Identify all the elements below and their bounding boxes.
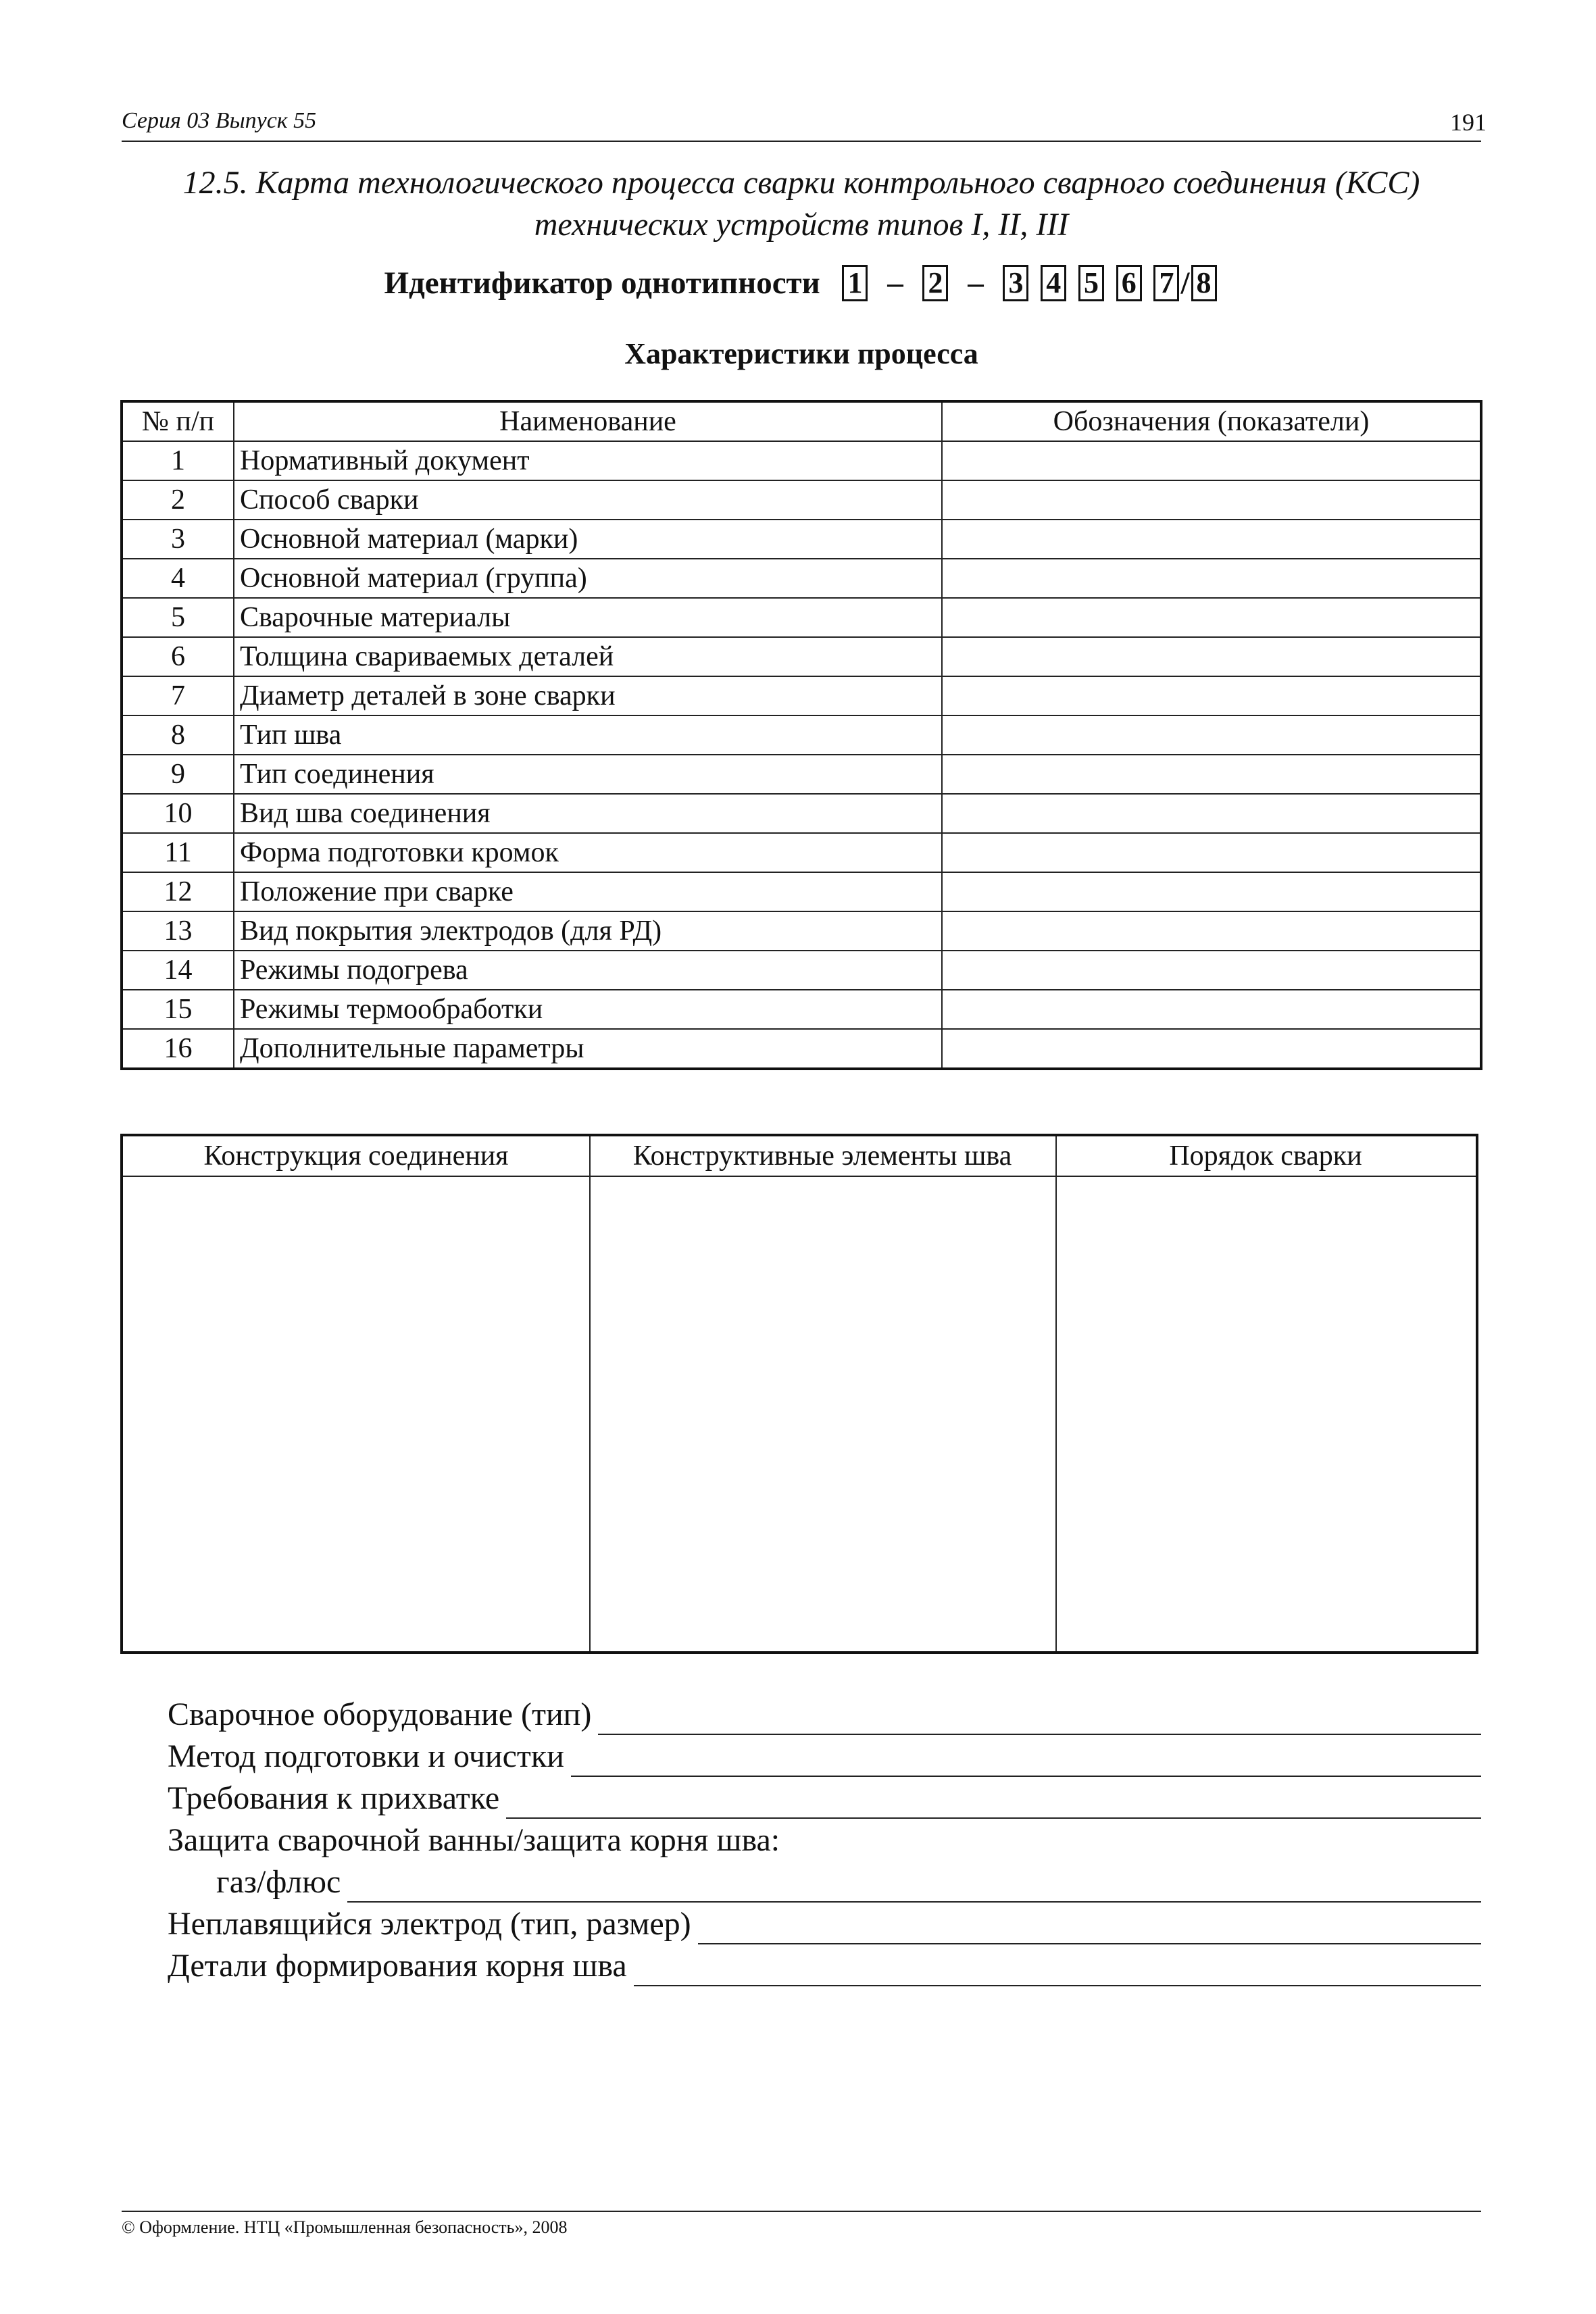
row-value-cell[interactable]: [942, 755, 1481, 794]
row-value-cell[interactable]: [942, 1029, 1481, 1069]
tack-requirements-label: Требования к прихватке: [168, 1780, 500, 1816]
row-number: 3: [122, 520, 234, 559]
row-value-cell[interactable]: [942, 794, 1481, 833]
prep-method-label: Метод подготовки и очистки: [168, 1738, 564, 1774]
prep-method-field: [168, 1736, 1481, 1777]
column-header-name: Наименование: [234, 401, 942, 441]
row-value-cell[interactable]: [942, 480, 1481, 520]
tack-requirements-field: [168, 1778, 1481, 1819]
table-row: [122, 794, 1481, 833]
process-section-title: Характеристики процесса: [624, 337, 978, 370]
row-value-cell[interactable]: [942, 520, 1481, 559]
footer-copyright: © Оформление. НТЦ «Промышленная безопасность», 2008: [122, 2217, 568, 2237]
row-name: Вид покрытия электродов (для РД): [234, 911, 942, 951]
column-header-values: Обозначения (показатели): [942, 401, 1481, 441]
row-value-cell[interactable]: [942, 872, 1481, 911]
row-value-cell[interactable]: [942, 676, 1481, 715]
row-name: Вид шва соединения: [234, 794, 942, 833]
electrode-field: [168, 1904, 1481, 1944]
row-number: 8: [122, 715, 234, 755]
identifier-dash: –: [887, 266, 903, 301]
table-row: [122, 990, 1481, 1029]
weld-elements-cell[interactable]: [591, 1177, 1054, 1650]
row-name: Диаметр деталей в зоне сварки: [234, 676, 942, 715]
row-name: Режимы термообработки: [234, 990, 942, 1029]
row-name: Дополнительные параметры: [234, 1029, 942, 1069]
row-value-cell[interactable]: [942, 951, 1481, 990]
row-number: 16: [122, 1029, 234, 1069]
column-header-number: № п/п: [122, 401, 234, 441]
table-row: [122, 715, 1481, 755]
construction-table: [120, 1134, 1478, 1654]
root-details-field: [168, 1946, 1481, 1986]
footer-divider: [122, 2211, 1481, 2212]
process-characteristics-table: [120, 400, 1482, 1070]
gas-flux-input-line[interactable]: [347, 1871, 1481, 1903]
identifier-box-4: 4: [1041, 265, 1066, 301]
gas-flux-label: газ/флюс: [216, 1864, 341, 1900]
identifier-box-8: 8: [1191, 265, 1217, 301]
row-number: 15: [122, 990, 234, 1029]
protection-label: Защита сварочной ванны/защита корня шва:: [168, 1822, 780, 1858]
table-row: [122, 480, 1481, 520]
row-value-cell[interactable]: [942, 598, 1481, 637]
row-value-cell[interactable]: [942, 559, 1481, 598]
protection-field: [168, 1820, 1481, 1861]
page-number: 191: [1450, 109, 1487, 136]
equipment-input-line[interactable]: [598, 1704, 1481, 1735]
identifier-box-6: 6: [1116, 265, 1142, 301]
identifier-row: [122, 262, 1481, 301]
root-details-input-line[interactable]: [634, 1955, 1481, 1986]
table-row: [122, 520, 1481, 559]
row-number: 11: [122, 833, 234, 872]
gas-flux-field: [216, 1862, 1481, 1903]
row-name: Толщина свариваемых деталей: [234, 637, 942, 676]
row-name: Тип соединения: [234, 755, 942, 794]
equipment-field: [168, 1694, 1481, 1735]
electrode-input-line[interactable]: [698, 1913, 1481, 1944]
identifier-box-2: 2: [922, 265, 948, 301]
row-name: Форма подготовки кромок: [234, 833, 942, 872]
row-value-cell[interactable]: [942, 715, 1481, 755]
document-title-line1: 12.5. Карта технологического процесса сварки контрольного сварного соединения (КСС): [182, 165, 1420, 201]
table-row: [122, 598, 1481, 637]
row-value-cell[interactable]: [942, 990, 1481, 1029]
table-row: [122, 833, 1481, 872]
table-row: [122, 637, 1481, 676]
welding-order-cell[interactable]: [1057, 1177, 1476, 1650]
row-value-cell[interactable]: [942, 441, 1481, 480]
row-name: Тип шва: [234, 715, 942, 755]
table-row: [122, 911, 1481, 951]
row-name: Сварочные материалы: [234, 598, 942, 637]
row-name: Режимы подогрева: [234, 951, 942, 990]
identifier-box-1: 1: [842, 265, 868, 301]
table-row: [122, 441, 1481, 480]
header-divider: [122, 141, 1481, 142]
row-name: Положение при сварке: [234, 872, 942, 911]
electrode-label: Неплавящийся электрод (тип, размер): [168, 1906, 691, 1942]
table-row: [122, 951, 1481, 990]
equipment-label: Сварочное оборудование (тип): [168, 1696, 592, 1732]
row-number: 10: [122, 794, 234, 833]
row-number: 2: [122, 480, 234, 520]
series-label: Серия 03 Выпуск 55: [122, 108, 317, 133]
row-number: 13: [122, 911, 234, 951]
document-title-line2: технических устройств типов I, II, III: [534, 207, 1069, 243]
table-row: [122, 1029, 1481, 1069]
identifier-dash: –: [968, 266, 984, 301]
root-details-label: Детали формирования корня шва: [168, 1948, 627, 1984]
row-name: Способ сварки: [234, 480, 942, 520]
table-header-row: [122, 401, 1481, 441]
construction-cell[interactable]: [123, 1177, 589, 1650]
tack-requirements-input-line[interactable]: [506, 1788, 1481, 1819]
identifier-box-5: 5: [1078, 265, 1104, 301]
row-number: 12: [122, 872, 234, 911]
row-number: 4: [122, 559, 234, 598]
prep-method-input-line[interactable]: [571, 1746, 1481, 1777]
row-value-cell[interactable]: [942, 833, 1481, 872]
table-row: [122, 676, 1481, 715]
row-number: 7: [122, 676, 234, 715]
table-row: [122, 872, 1481, 911]
row-value-cell[interactable]: [942, 637, 1481, 676]
table-row: [122, 755, 1481, 794]
column-header-welding-order: Порядок сварки: [1169, 1140, 1362, 1172]
row-number: 1: [122, 441, 234, 480]
identifier-box-7: 7: [1153, 265, 1179, 301]
row-number: 9: [122, 755, 234, 794]
column-header-weld-elements: Конструктивные элементы шва: [632, 1140, 1012, 1172]
row-number: 6: [122, 637, 234, 676]
table-row: [122, 559, 1481, 598]
row-name: Основной материал (марки): [234, 520, 942, 559]
identifier-label: Идентификатор однотипности: [384, 266, 820, 301]
row-number: 5: [122, 598, 234, 637]
column-header-construction: Конструкция соединения: [203, 1140, 509, 1172]
identifier-slash: /: [1180, 266, 1190, 301]
row-number: 14: [122, 951, 234, 990]
row-value-cell[interactable]: [942, 911, 1481, 951]
row-name: Основной материал (группа): [234, 559, 942, 598]
row-name: Нормативный документ: [234, 441, 942, 480]
identifier-box-3: 3: [1003, 265, 1028, 301]
